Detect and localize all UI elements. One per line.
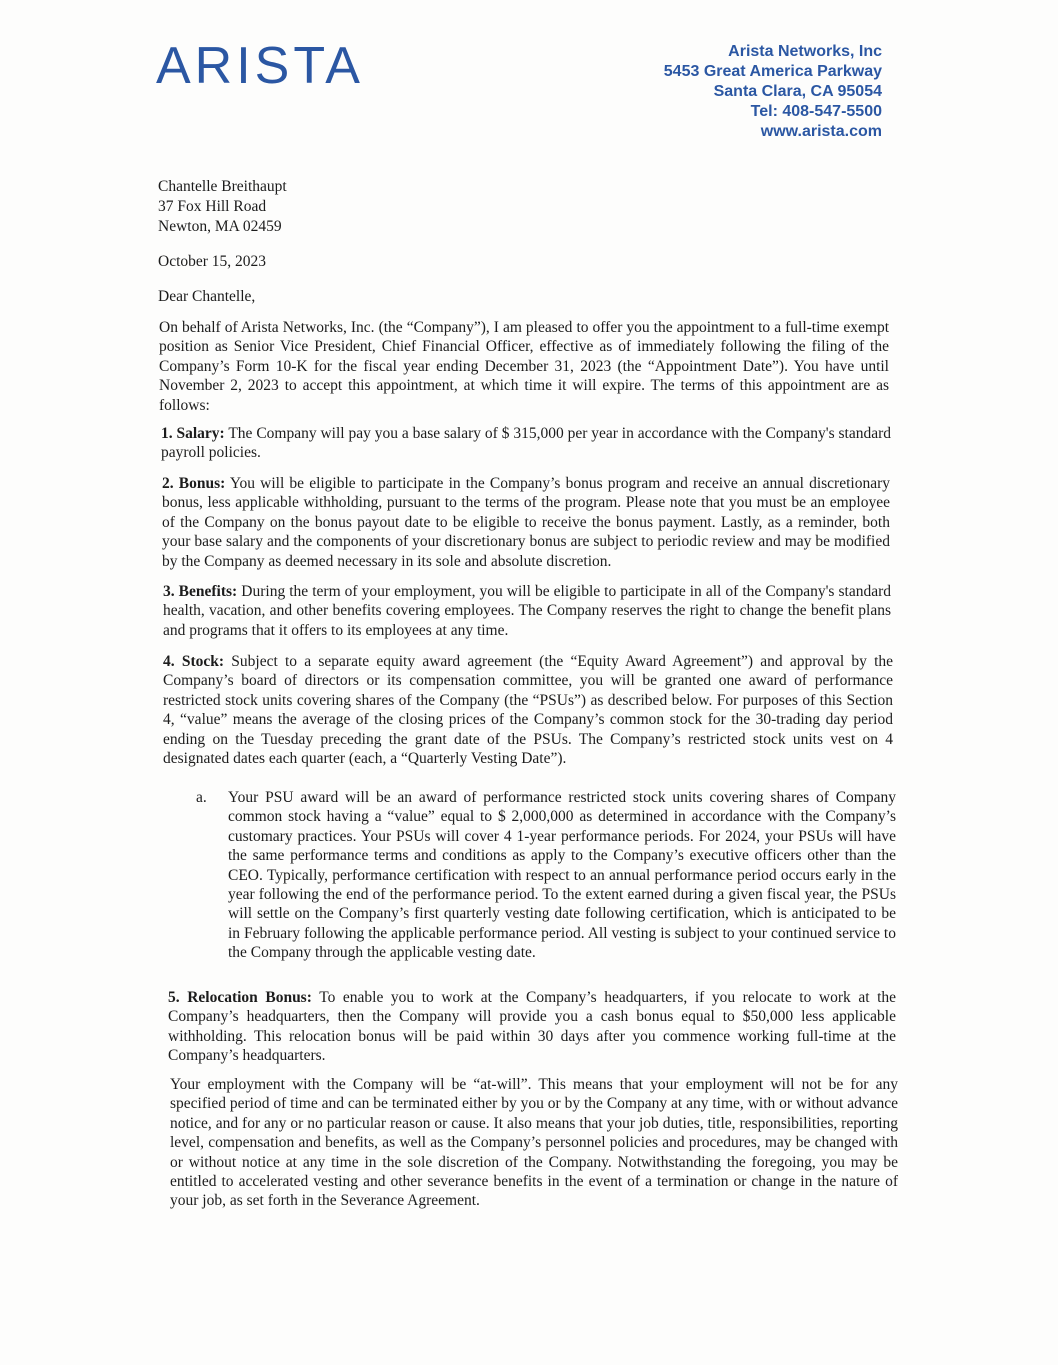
section-heading: 1. Salary: (161, 425, 225, 442)
section-heading: 3. Benefits: (163, 583, 238, 600)
section-body: The Company will pay you a base salary of $ 315,000 per year in accordance with the Company's standard payroll policies. (161, 425, 892, 462)
intro-paragraph: On behalf of Arista Networks, Inc. (the “Company”), I am pleased to offer you the appointment to a full-time exempt position as Senior Vice President, Chief Financial Officer, effective as of immediately following the filing of the Company’s Form 10-K for the fiscal year ending December 31, 2023 (the “Appointment Date”). You have until November 2, 2023 to accept this appointment, at which time it will expire. The terms of this appointment are as follows: (159, 319, 889, 414)
company-website: www.arista.com (760, 123, 882, 140)
recipient-address (158, 177, 287, 237)
subitem-text: Your PSU award will be an award of performance restricted stock units covering shares of Company common stock having a “value” equal to $ 2,000,000 as determined in accordance with the Company’s customary practices. Your PSUs will cover 4 1-year performance periods. For 2024, your PSUs will have the same performance terms and conditions as apply to the Company’s executive officers other than the CEO. Typically, performance certification with respect to an annual performance period occurs early in the year following the end of the performance period. To the extent earned during a given fiscal year, the PSUs will settle on the Company’s first quarterly vesting date following certification, which is anticipated to be in February following the applicable performance period. All vesting is subject to your continued service to the Company through the applicable vesting date. (228, 789, 896, 962)
recipient-city: Newton, MA 02459 (158, 218, 282, 235)
stock-subitem (196, 788, 896, 963)
section-benefits (163, 582, 891, 640)
company-tel: Tel: 408-547-5500 (750, 103, 882, 120)
section-body: During the term of your employment, you will be eligible to participate in all of the Company's standard health, vacation, and other benefits covering employees. The Company reserves the right to change the benefit plans and programs that it offers to its employees at any time. (163, 583, 891, 639)
recipient-street: 37 Fox Hill Road (158, 198, 267, 215)
section-body: You will be eligible to participate in the Company’s bonus program and receive an annual discretionary bonus, less applicable withholding, pursuant to the terms of the program. Please note that you must be an employee of the Company on the bonus payout date to be eligible to receive the bonus payment. Lastly, as a reminder, both your base salary and the components of your discretionary bonus are subject to periodic review and may be modified by the Company as deemed necessary in its sole and absolute discretion. (162, 475, 890, 570)
section-relocation (168, 988, 896, 1066)
letter-date: October 15, 2023 (158, 253, 267, 270)
section-body: To enable you to work at the Company’s headquarters, if you relocate to work at the Company’s headquarters, then the Company will provide you a cash bonus equal to $50,000 less applicable withholding. This relocation bonus will be paid within 30 days after you commence working full-time at the Company’s headquarters. (168, 989, 897, 1065)
letterhead-address (664, 42, 882, 142)
salutation: Dear Chantelle, (158, 288, 256, 305)
section-body: Subject to a separate equity award agreement (the “Equity Award Agreement”) and approval by the Company’s board of directors or its compensation committee, you will be granted one award of performance restricted stock units covering shares of the Company (the “PSUs”) as described below. For purposes of this Section 4, “value” means the average of the closing prices of the Company’s common stock for the 30-trading day period ending on the Tuesday preceding the grant date of the PSUs. The Company’s restricted stock units vest on 4 designated dates each quarter (each, a “Quarterly Vesting Date”). (163, 653, 893, 768)
recipient-name: Chantelle Breithaupt (158, 178, 287, 195)
section-heading: 4. Stock: (163, 653, 225, 670)
at-will-paragraph: Your employment with the Company will be “at-will”. This means that your employment will not be for any specified period of time and can be terminated either by you or by the Company at any time, with or without advance notice, and for any or no particular reason or cause. It also means that your job duties, title, responsibilities, reporting level, compensation and benefits, as well as the Company’s personnel policies and procedures, may be changed with or without notice at any time in the sole discretion of the Company. Notwithstanding the foregoing, you may be entitled to accelerated vesting and other severance benefits in the event of a termination or change in the nature of your job, as set forth in the Severance Agreement. (170, 1076, 898, 1210)
arista-logo: ARISTA (156, 37, 364, 95)
subitem-marker: a. (196, 789, 207, 806)
section-salary (161, 424, 891, 463)
company-name: Arista Networks, Inc (728, 43, 882, 60)
section-stock (163, 652, 893, 768)
section-bonus (162, 474, 890, 571)
company-street: 5453 Great America Parkway (663, 63, 882, 80)
section-heading: 2. Bonus: (162, 475, 226, 492)
company-city: Santa Clara, CA 95054 (713, 83, 882, 100)
section-heading: 5. Relocation Bonus: (168, 989, 312, 1006)
